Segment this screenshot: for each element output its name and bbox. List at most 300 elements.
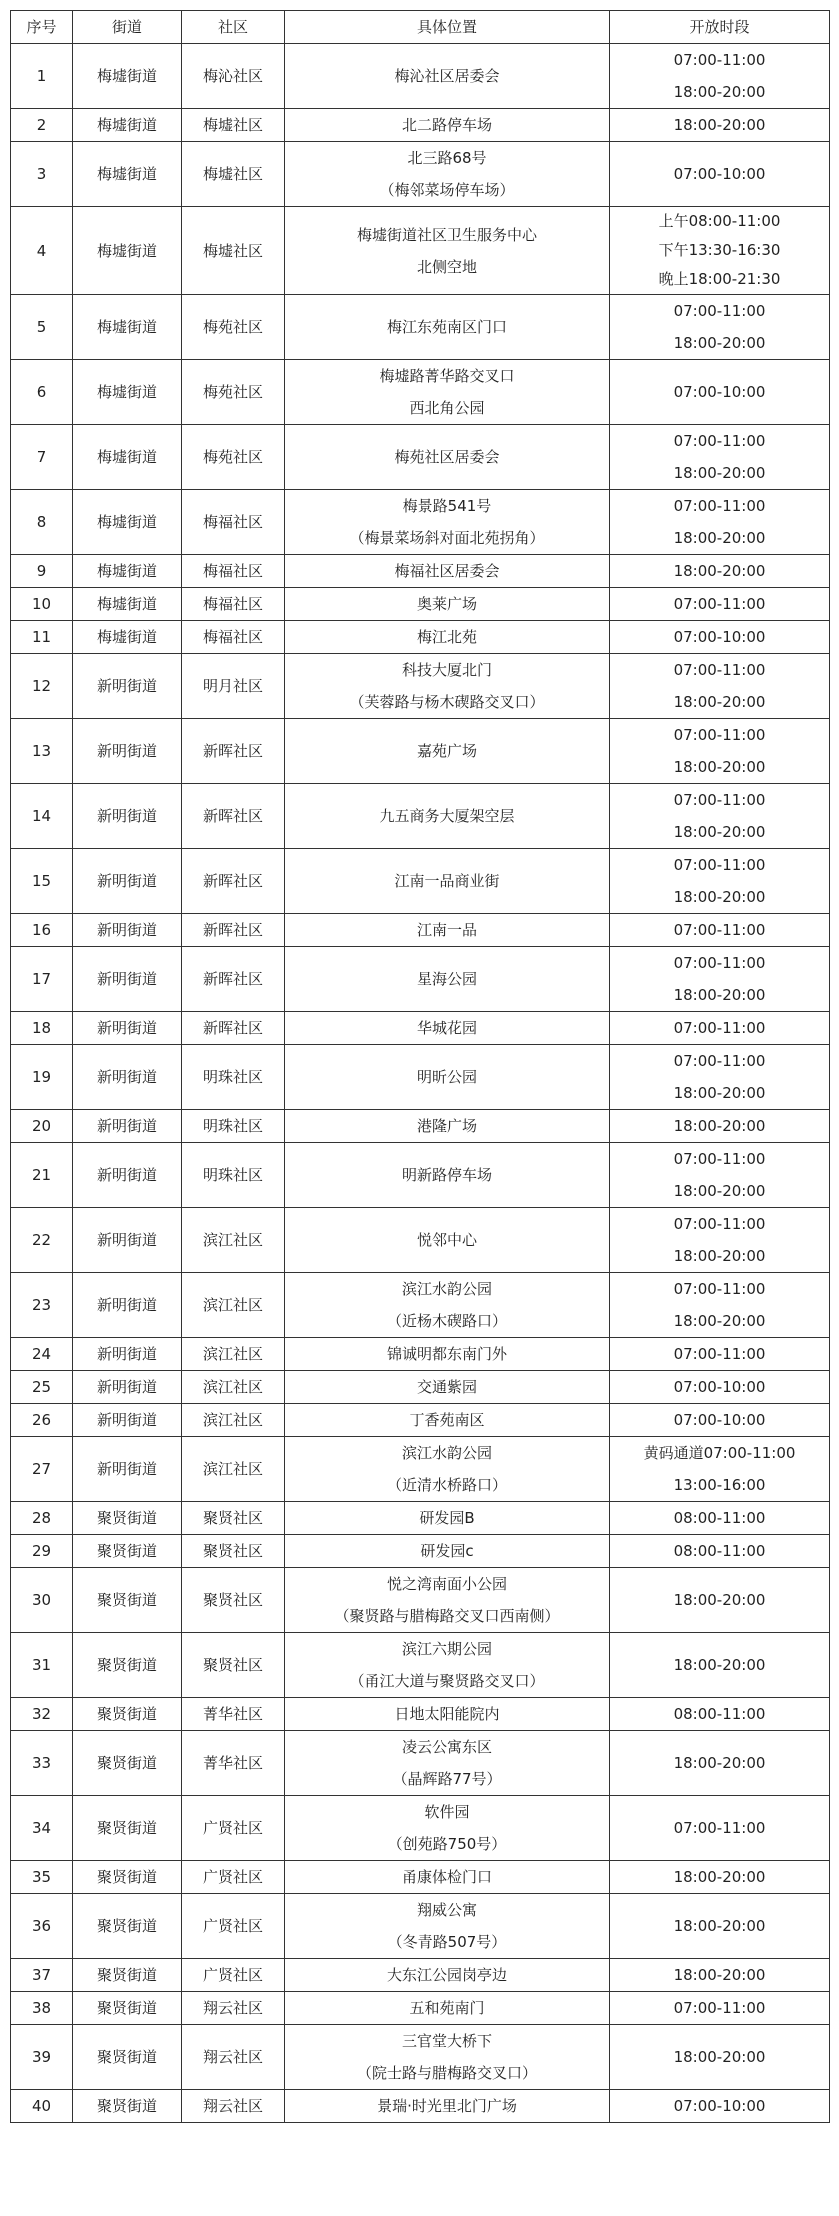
cell-no: 19 — [11, 1045, 73, 1110]
cell-no: 23 — [11, 1273, 73, 1338]
cell-location — [285, 1437, 610, 1502]
cell-street: 聚贤街道 — [73, 1731, 182, 1796]
hours-line: 07:00-10:00 — [673, 1411, 766, 1429]
cell-street: 聚贤街道 — [73, 2090, 182, 2123]
location-line: （梅邻菜场停车场） — [379, 181, 515, 199]
hours-line: 07:00-11:00 — [673, 1019, 766, 1037]
location-line: 五和苑南门 — [409, 1999, 485, 2017]
cell-community: 梅苑社区 — [182, 295, 285, 360]
cell-street: 新明街道 — [73, 914, 182, 947]
hours-line: 13:00-16:00 — [673, 1476, 766, 1494]
cell-location — [285, 1796, 610, 1861]
cell-hours — [610, 1796, 830, 1861]
cell-location — [285, 44, 610, 109]
hours-line: 07:00-10:00 — [673, 628, 766, 646]
cell-community: 梅墟社区 — [182, 207, 285, 295]
cell-location — [285, 1535, 610, 1568]
cell-community: 新晖社区 — [182, 914, 285, 947]
location-line: 凌云公寓东区 — [401, 1738, 492, 1756]
hours-line: 上午08:00-11:00 — [658, 212, 781, 230]
table-row — [11, 1698, 830, 1731]
cell-community: 梅苑社区 — [182, 425, 285, 490]
table-row — [11, 425, 830, 490]
cell-no: 29 — [11, 1535, 73, 1568]
cell-community: 明月社区 — [182, 654, 285, 719]
table-row — [11, 2025, 830, 2090]
cell-street: 新明街道 — [73, 849, 182, 914]
location-line: 甬康体检门口 — [401, 1868, 492, 1886]
cell-no: 14 — [11, 784, 73, 849]
location-line: 星海公园 — [416, 970, 477, 988]
cell-community: 翔云社区 — [182, 1992, 285, 2025]
cell-community: 新晖社区 — [182, 947, 285, 1012]
cell-hours — [610, 1731, 830, 1796]
cell-location — [285, 1731, 610, 1796]
cell-location — [285, 849, 610, 914]
cell-hours — [610, 588, 830, 621]
table-row — [11, 1437, 830, 1502]
table-row — [11, 1992, 830, 2025]
cell-street: 新明街道 — [73, 1371, 182, 1404]
cell-street: 新明街道 — [73, 719, 182, 784]
cell-hours — [610, 1698, 830, 1731]
cell-hours — [610, 207, 830, 295]
location-line: 北二路停车场 — [401, 116, 492, 134]
location-line: （创苑路750号） — [387, 1835, 507, 1853]
table-row — [11, 947, 830, 1012]
cell-community: 滨江社区 — [182, 1437, 285, 1502]
location-line: 梅墟路菁华路交叉口 — [379, 367, 515, 385]
cell-location — [285, 914, 610, 947]
cell-no: 10 — [11, 588, 73, 621]
cell-community: 梅沁社区 — [182, 44, 285, 109]
table-row — [11, 654, 830, 719]
hours-line: 07:00-11:00 — [673, 726, 766, 744]
hours-line: 18:00-20:00 — [673, 1182, 766, 1200]
table-row — [11, 1568, 830, 1633]
location-line: 大东江公园岗亭边 — [386, 1966, 507, 1984]
location-line: 江南一品商业街 — [394, 872, 500, 890]
table-row — [11, 1338, 830, 1371]
table-row — [11, 1535, 830, 1568]
hours-line: 18:00-20:00 — [673, 1966, 766, 1984]
header-location: 具体位置 — [285, 11, 610, 44]
cell-street: 新明街道 — [73, 1437, 182, 1502]
cell-community: 梅墟社区 — [182, 142, 285, 207]
hours-line: 18:00-20:00 — [673, 1591, 766, 1609]
cell-location — [285, 621, 610, 654]
header-row — [11, 11, 830, 44]
cell-hours — [610, 1535, 830, 1568]
cell-street: 聚贤街道 — [73, 1633, 182, 1698]
cell-hours — [610, 784, 830, 849]
hours-line: 18:00-20:00 — [673, 562, 766, 580]
cell-location — [285, 555, 610, 588]
cell-hours — [610, 1502, 830, 1535]
cell-community: 聚贤社区 — [182, 1535, 285, 1568]
cell-location — [285, 588, 610, 621]
cell-no: 22 — [11, 1208, 73, 1273]
cell-no: 25 — [11, 1371, 73, 1404]
cell-hours — [610, 621, 830, 654]
cell-hours — [610, 1633, 830, 1698]
cell-street: 梅墟街道 — [73, 109, 182, 142]
cell-community: 新晖社区 — [182, 849, 285, 914]
hours-line: 18:00-20:00 — [673, 1868, 766, 1886]
cell-hours — [610, 1143, 830, 1208]
cell-location — [285, 360, 610, 425]
cell-street: 聚贤街道 — [73, 1568, 182, 1633]
cell-location — [285, 2090, 610, 2123]
cell-community: 滨江社区 — [182, 1273, 285, 1338]
location-line: 西北角公园 — [409, 399, 485, 417]
hours-line: 黄码通道07:00-11:00 — [643, 1444, 796, 1462]
cell-community: 滨江社区 — [182, 1404, 285, 1437]
hours-line: 18:00-20:00 — [673, 1917, 766, 1935]
location-line: 锦诚明都东南门外 — [386, 1345, 507, 1363]
cell-location — [285, 1012, 610, 1045]
hours-line: 18:00-20:00 — [673, 334, 766, 352]
table-row — [11, 1045, 830, 1110]
cell-no: 35 — [11, 1861, 73, 1894]
cell-no: 7 — [11, 425, 73, 490]
hours-line: 下午13:30-16:30 — [658, 241, 781, 259]
cell-community: 梅墟社区 — [182, 109, 285, 142]
cell-community: 明珠社区 — [182, 1143, 285, 1208]
hours-line: 07:00-11:00 — [673, 954, 766, 972]
cell-community: 滨江社区 — [182, 1338, 285, 1371]
cell-street: 新明街道 — [73, 1338, 182, 1371]
cell-community: 明珠社区 — [182, 1045, 285, 1110]
cell-location — [285, 490, 610, 555]
cell-no: 33 — [11, 1731, 73, 1796]
cell-street: 聚贤街道 — [73, 1535, 182, 1568]
cell-street: 新明街道 — [73, 1273, 182, 1338]
cell-hours — [610, 44, 830, 109]
hours-line: 18:00-20:00 — [673, 888, 766, 906]
hours-line: 07:00-11:00 — [673, 661, 766, 679]
cell-community: 翔云社区 — [182, 2025, 285, 2090]
cell-street: 新明街道 — [73, 654, 182, 719]
header-community: 社区 — [182, 11, 285, 44]
cell-no: 37 — [11, 1959, 73, 1992]
cell-no: 28 — [11, 1502, 73, 1535]
cell-no: 34 — [11, 1796, 73, 1861]
hours-line: 07:00-11:00 — [673, 1052, 766, 1070]
hours-line: 07:00-11:00 — [673, 51, 766, 69]
location-line: 江南一品 — [416, 921, 477, 939]
header-no: 序号 — [11, 11, 73, 44]
table-row — [11, 1110, 830, 1143]
cell-no: 36 — [11, 1894, 73, 1959]
cell-location — [285, 1959, 610, 1992]
hours-line: 07:00-10:00 — [673, 383, 766, 401]
table-row — [11, 588, 830, 621]
cell-hours — [610, 425, 830, 490]
table-row — [11, 849, 830, 914]
cell-street: 梅墟街道 — [73, 295, 182, 360]
cell-location — [285, 2025, 610, 2090]
cell-no: 16 — [11, 914, 73, 947]
cell-location — [285, 1338, 610, 1371]
cell-street: 新明街道 — [73, 1110, 182, 1143]
location-line: 研发园B — [419, 1509, 475, 1527]
location-line: （晶辉路77号） — [392, 1770, 502, 1788]
hours-line: 07:00-11:00 — [673, 302, 766, 320]
cell-location — [285, 1894, 610, 1959]
cell-location — [285, 1404, 610, 1437]
table-row — [11, 142, 830, 207]
cell-community: 菁华社区 — [182, 1698, 285, 1731]
hours-line: 18:00-20:00 — [673, 83, 766, 101]
cell-community: 广贤社区 — [182, 1894, 285, 1959]
hours-line: 18:00-20:00 — [673, 2048, 766, 2066]
table-body — [11, 44, 830, 2123]
hours-line: 08:00-11:00 — [673, 1705, 766, 1723]
cell-street: 新明街道 — [73, 1143, 182, 1208]
cell-street: 梅墟街道 — [73, 207, 182, 295]
cell-street: 聚贤街道 — [73, 2025, 182, 2090]
table-row — [11, 1371, 830, 1404]
cell-street: 新明街道 — [73, 784, 182, 849]
hours-line: 18:00-20:00 — [673, 1312, 766, 1330]
table-row — [11, 490, 830, 555]
cell-community: 广贤社区 — [182, 1959, 285, 1992]
hours-line: 07:00-11:00 — [673, 497, 766, 515]
hours-line: 07:00-11:00 — [673, 856, 766, 874]
cell-street: 梅墟街道 — [73, 360, 182, 425]
cell-hours — [610, 1959, 830, 1992]
location-line: 滨江水韵公园 — [401, 1444, 492, 1462]
hours-line: 18:00-20:00 — [673, 464, 766, 482]
table-row — [11, 555, 830, 588]
hours-line: 07:00-10:00 — [673, 2097, 766, 2115]
table-row — [11, 360, 830, 425]
hours-line: 07:00-11:00 — [673, 1215, 766, 1233]
hours-line: 07:00-11:00 — [673, 595, 766, 613]
location-line: （芙蓉路与杨木碶路交叉口） — [349, 693, 545, 711]
location-line: 悦邻中心 — [416, 1231, 477, 1249]
table-row — [11, 621, 830, 654]
cell-hours — [610, 1861, 830, 1894]
cell-community: 广贤社区 — [182, 1796, 285, 1861]
cell-hours — [610, 1045, 830, 1110]
location-line: （梅景菜场斜对面北苑拐角） — [349, 529, 545, 547]
table-row — [11, 1861, 830, 1894]
cell-location — [285, 1208, 610, 1273]
cell-hours — [610, 1110, 830, 1143]
cell-no: 15 — [11, 849, 73, 914]
cell-no: 18 — [11, 1012, 73, 1045]
cell-location — [285, 1273, 610, 1338]
cell-hours — [610, 1894, 830, 1959]
location-line: 软件园 — [424, 1803, 470, 1821]
location-line: 北三路68号 — [407, 149, 487, 167]
cell-street: 梅墟街道 — [73, 490, 182, 555]
table-row — [11, 1633, 830, 1698]
location-line: 翔威公寓 — [416, 1901, 477, 1919]
cell-no: 40 — [11, 2090, 73, 2123]
cell-no: 8 — [11, 490, 73, 555]
cell-street: 梅墟街道 — [73, 555, 182, 588]
location-line: 景瑞·时光里北门广场 — [377, 2097, 517, 2115]
cell-no: 6 — [11, 360, 73, 425]
hours-line: 08:00-11:00 — [673, 1509, 766, 1527]
cell-no: 30 — [11, 1568, 73, 1633]
location-line: 梅沁社区居委会 — [394, 67, 500, 85]
table-row — [11, 1502, 830, 1535]
table-row — [11, 2090, 830, 2123]
hours-line: 18:00-20:00 — [673, 986, 766, 1004]
cell-no: 4 — [11, 207, 73, 295]
cell-hours — [610, 849, 830, 914]
cell-hours — [610, 1992, 830, 2025]
cell-no: 1 — [11, 44, 73, 109]
cell-hours — [610, 295, 830, 360]
cell-no: 2 — [11, 109, 73, 142]
cell-community: 菁华社区 — [182, 1731, 285, 1796]
hours-line: 18:00-20:00 — [673, 1084, 766, 1102]
cell-no: 26 — [11, 1404, 73, 1437]
cell-no: 3 — [11, 142, 73, 207]
cell-community: 新晖社区 — [182, 719, 285, 784]
cell-hours — [610, 2025, 830, 2090]
table-row — [11, 1959, 830, 1992]
cell-hours — [610, 1404, 830, 1437]
cell-street: 聚贤街道 — [73, 1959, 182, 1992]
cell-street: 梅墟街道 — [73, 425, 182, 490]
cell-community: 聚贤社区 — [182, 1568, 285, 1633]
cell-no: 38 — [11, 1992, 73, 2025]
cell-location — [285, 1502, 610, 1535]
cell-hours — [610, 1273, 830, 1338]
cell-no: 12 — [11, 654, 73, 719]
cell-hours — [610, 654, 830, 719]
hours-line: 18:00-20:00 — [673, 1247, 766, 1265]
cell-location — [285, 109, 610, 142]
cell-community: 翔云社区 — [182, 2090, 285, 2123]
table-row — [11, 44, 830, 109]
hours-line: 08:00-11:00 — [673, 1542, 766, 1560]
table-row — [11, 1273, 830, 1338]
hours-line: 18:00-20:00 — [673, 758, 766, 776]
header-hours: 开放时段 — [610, 11, 830, 44]
hours-line: 18:00-20:00 — [673, 116, 766, 134]
location-line: （冬青路507号） — [387, 1933, 507, 1951]
location-line: 梅苑社区居委会 — [394, 448, 500, 466]
location-line: 交通紫园 — [416, 1378, 477, 1396]
table-row — [11, 719, 830, 784]
location-line: （近清水桥路口） — [386, 1476, 507, 1494]
location-line: 嘉苑广场 — [416, 742, 477, 760]
location-line: 梅福社区居委会 — [394, 562, 500, 580]
hours-line: 07:00-11:00 — [673, 791, 766, 809]
cell-street: 聚贤街道 — [73, 1502, 182, 1535]
table-row — [11, 109, 830, 142]
cell-hours — [610, 1012, 830, 1045]
location-line: 九五商务大厦架空层 — [379, 807, 515, 825]
location-line: 梅江东苑南区门口 — [386, 318, 507, 336]
hours-line: 07:00-11:00 — [673, 1819, 766, 1837]
cell-no: 27 — [11, 1437, 73, 1502]
cell-location — [285, 142, 610, 207]
cell-street: 聚贤街道 — [73, 1796, 182, 1861]
location-line: 滨江水韵公园 — [401, 1280, 492, 1298]
cell-location — [285, 1110, 610, 1143]
hours-line: 07:00-11:00 — [673, 432, 766, 450]
cell-no: 20 — [11, 1110, 73, 1143]
location-line: （近杨木碶路口） — [386, 1312, 507, 1330]
hours-line: 晚上18:00-21:30 — [658, 270, 781, 288]
cell-hours — [610, 1208, 830, 1273]
cell-hours — [610, 1437, 830, 1502]
header-street: 街道 — [73, 11, 182, 44]
location-line: 梅景路541号 — [402, 497, 492, 515]
cell-street: 新明街道 — [73, 947, 182, 1012]
cell-community: 聚贤社区 — [182, 1502, 285, 1535]
table-row — [11, 1012, 830, 1045]
cell-community: 明珠社区 — [182, 1110, 285, 1143]
cell-location — [285, 1633, 610, 1698]
cell-community: 新晖社区 — [182, 1012, 285, 1045]
location-line: 华城花园 — [416, 1019, 477, 1037]
cell-location — [285, 654, 610, 719]
cell-no: 24 — [11, 1338, 73, 1371]
hours-line: 07:00-11:00 — [673, 921, 766, 939]
cell-location — [285, 1568, 610, 1633]
cell-hours — [610, 109, 830, 142]
location-line: 北侧空地 — [416, 257, 477, 276]
location-line: 研发园c — [420, 1542, 474, 1560]
cell-no: 32 — [11, 1698, 73, 1731]
table-row — [11, 914, 830, 947]
cell-location — [285, 719, 610, 784]
hours-line: 18:00-20:00 — [673, 1656, 766, 1674]
cell-street: 梅墟街道 — [73, 588, 182, 621]
cell-no: 39 — [11, 2025, 73, 2090]
cell-hours — [610, 490, 830, 555]
cell-location — [285, 1045, 610, 1110]
location-line: 明昕公园 — [416, 1068, 477, 1086]
cell-hours — [610, 1371, 830, 1404]
location-line: 梅墟街道社区卫生服务中心 — [356, 225, 537, 244]
sampling-sites-table-container — [10, 10, 830, 2123]
table-row — [11, 1208, 830, 1273]
cell-street: 新明街道 — [73, 1045, 182, 1110]
hours-line: 07:00-10:00 — [673, 165, 766, 183]
location-line: 丁香苑南区 — [409, 1411, 485, 1429]
cell-location — [285, 947, 610, 1012]
location-line: 港隆广场 — [416, 1117, 477, 1135]
table-row — [11, 295, 830, 360]
cell-hours — [610, 914, 830, 947]
cell-location — [285, 207, 610, 295]
cell-hours — [610, 2090, 830, 2123]
cell-street: 梅墟街道 — [73, 621, 182, 654]
table-row — [11, 207, 830, 295]
hours-line: 18:00-20:00 — [673, 1117, 766, 1135]
cell-community: 新晖社区 — [182, 784, 285, 849]
cell-location — [285, 1698, 610, 1731]
location-line: 滨江六期公园 — [401, 1640, 492, 1658]
cell-street: 新明街道 — [73, 1012, 182, 1045]
cell-no: 11 — [11, 621, 73, 654]
cell-community: 梅福社区 — [182, 555, 285, 588]
cell-community: 广贤社区 — [182, 1861, 285, 1894]
cell-community: 梅福社区 — [182, 621, 285, 654]
hours-line: 18:00-20:00 — [673, 529, 766, 547]
location-line: 三官堂大桥下 — [401, 2032, 492, 2050]
